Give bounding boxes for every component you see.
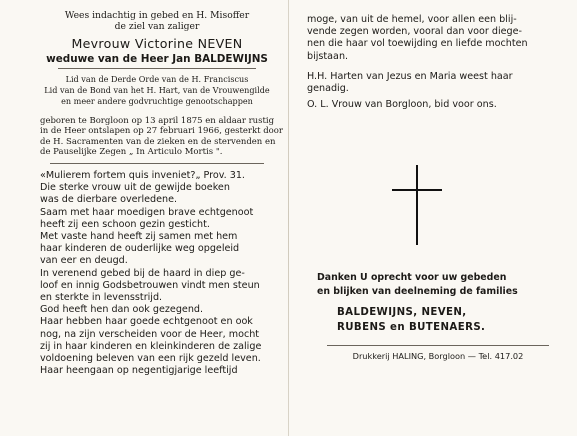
divider xyxy=(50,163,264,164)
eulogy-line: God heeft hen dan ook gezegend. xyxy=(40,304,204,316)
eulogy-line: haar kinderen de ouderlijke weg opgeleid xyxy=(40,243,240,255)
eulogy-line: en sterkte in levensstrijd. xyxy=(40,292,163,304)
membership-line: Lid van de Bond van het H. Hart, van de Vrouwengilde xyxy=(44,85,270,96)
thanks-line: en blijken van deelneming de families xyxy=(317,286,518,298)
prayer-borgloon: O. L. Vrouw van Borgloon, bid voor ons. xyxy=(307,99,497,111)
divider xyxy=(58,68,256,69)
eulogy-line: was de dierbare overledene. xyxy=(40,194,178,206)
spacer xyxy=(307,63,563,71)
intro-line: de ziel van zaliger xyxy=(114,21,200,32)
membership-line: en meer andere godvruchtige genootschappen xyxy=(61,96,253,107)
bio-line: de Pauselijke Zegen „ In Articulo Mortis ". xyxy=(40,147,223,158)
eulogy-line: van eer en deugd. xyxy=(40,255,128,267)
eulogy-line: Haar heengaan op negentigjarige leeftijd xyxy=(40,365,238,377)
left-panel xyxy=(0,0,288,436)
cross-horizontal xyxy=(392,189,442,191)
eulogy-line: Die sterke vrouw uit de gewijde boeken xyxy=(40,182,230,194)
bio-line: in de Heer ontslapen op 27 februari 1966, gesterkt door xyxy=(40,126,283,137)
eulogy-line: In verenend gebed bij de haard in diep ge- xyxy=(40,267,245,279)
closing-line: bijstaan. xyxy=(307,50,349,62)
eulogy-line: heeft zij een schoon gezin gesticht. xyxy=(40,218,210,230)
eulogy-line: Haar hebben haar goede echtgenoot en ook xyxy=(40,316,253,328)
family-line: BALDEWIJNS, NEVEN, xyxy=(337,307,467,319)
divider xyxy=(327,345,549,346)
eulogy-line: zij in haar kinderen en kleinkinderen de zalige xyxy=(40,340,262,352)
cross-vertical xyxy=(416,165,418,245)
biography xyxy=(40,115,283,158)
closing-line: moge, van uit de hemel, voor allen een blij- xyxy=(307,14,517,25)
bio-line: geboren te Borgloon op 13 april 1875 en aldaar rustig xyxy=(40,115,275,126)
thanks-line: Danken U oprecht voor uw gebeden xyxy=(317,272,507,284)
intro-line: Wees indachtig in gebed en H. Misoffer xyxy=(64,10,250,21)
prayer-line: genadig. xyxy=(307,83,349,95)
eulogy-line: loof en innig Godsbetrouwen vindt men steun xyxy=(40,279,260,291)
closing-line: nen die haar vol toewijding en liefde mochten xyxy=(307,38,528,50)
widow-of: weduwe van de Heer Jan BALDEWIJNS xyxy=(46,53,268,65)
right-panel xyxy=(289,0,577,436)
eulogy-line: nog, na zijn verscheiden voor de Heer, mocht xyxy=(40,328,260,340)
cross-icon xyxy=(392,165,442,245)
closing-line: vende zegen worden, vooral dan voor diege- xyxy=(307,26,523,38)
eulogy-text xyxy=(40,170,274,377)
deceased-name: Mevrouw Victorine NEVEN xyxy=(71,36,243,51)
family-line: RUBENS en BUTENAERS. xyxy=(337,322,486,334)
intro xyxy=(40,10,274,32)
eulogy-line: voldoening beleven van een rijk gezeld leven. xyxy=(40,353,261,365)
memberships xyxy=(40,74,274,108)
membership-line: Lid van de Derde Orde van de H. Franciscus xyxy=(65,74,249,84)
eulogy-line: Saam met haar moedigen brave echtgenoot xyxy=(40,206,254,218)
bio-line: de H. Sacramenten van de zieken en de stervenden en xyxy=(40,136,276,147)
family-names xyxy=(307,305,563,335)
eulogy-line: Met vaste hand heeft zij samen met hem xyxy=(40,231,238,242)
prayer-hearts xyxy=(307,71,563,95)
closing-text xyxy=(307,14,563,63)
eulogy-line: «Mulierem fortem quis inveniet?„ Prov. 31. xyxy=(40,169,245,181)
printer-credit: Drukkerij HALING, Borgloon — Tel. 417.02 xyxy=(352,351,524,362)
prayer-line: H.H. Harten van Jezus en Maria weest haar xyxy=(307,70,513,82)
thanks-text xyxy=(307,271,563,299)
